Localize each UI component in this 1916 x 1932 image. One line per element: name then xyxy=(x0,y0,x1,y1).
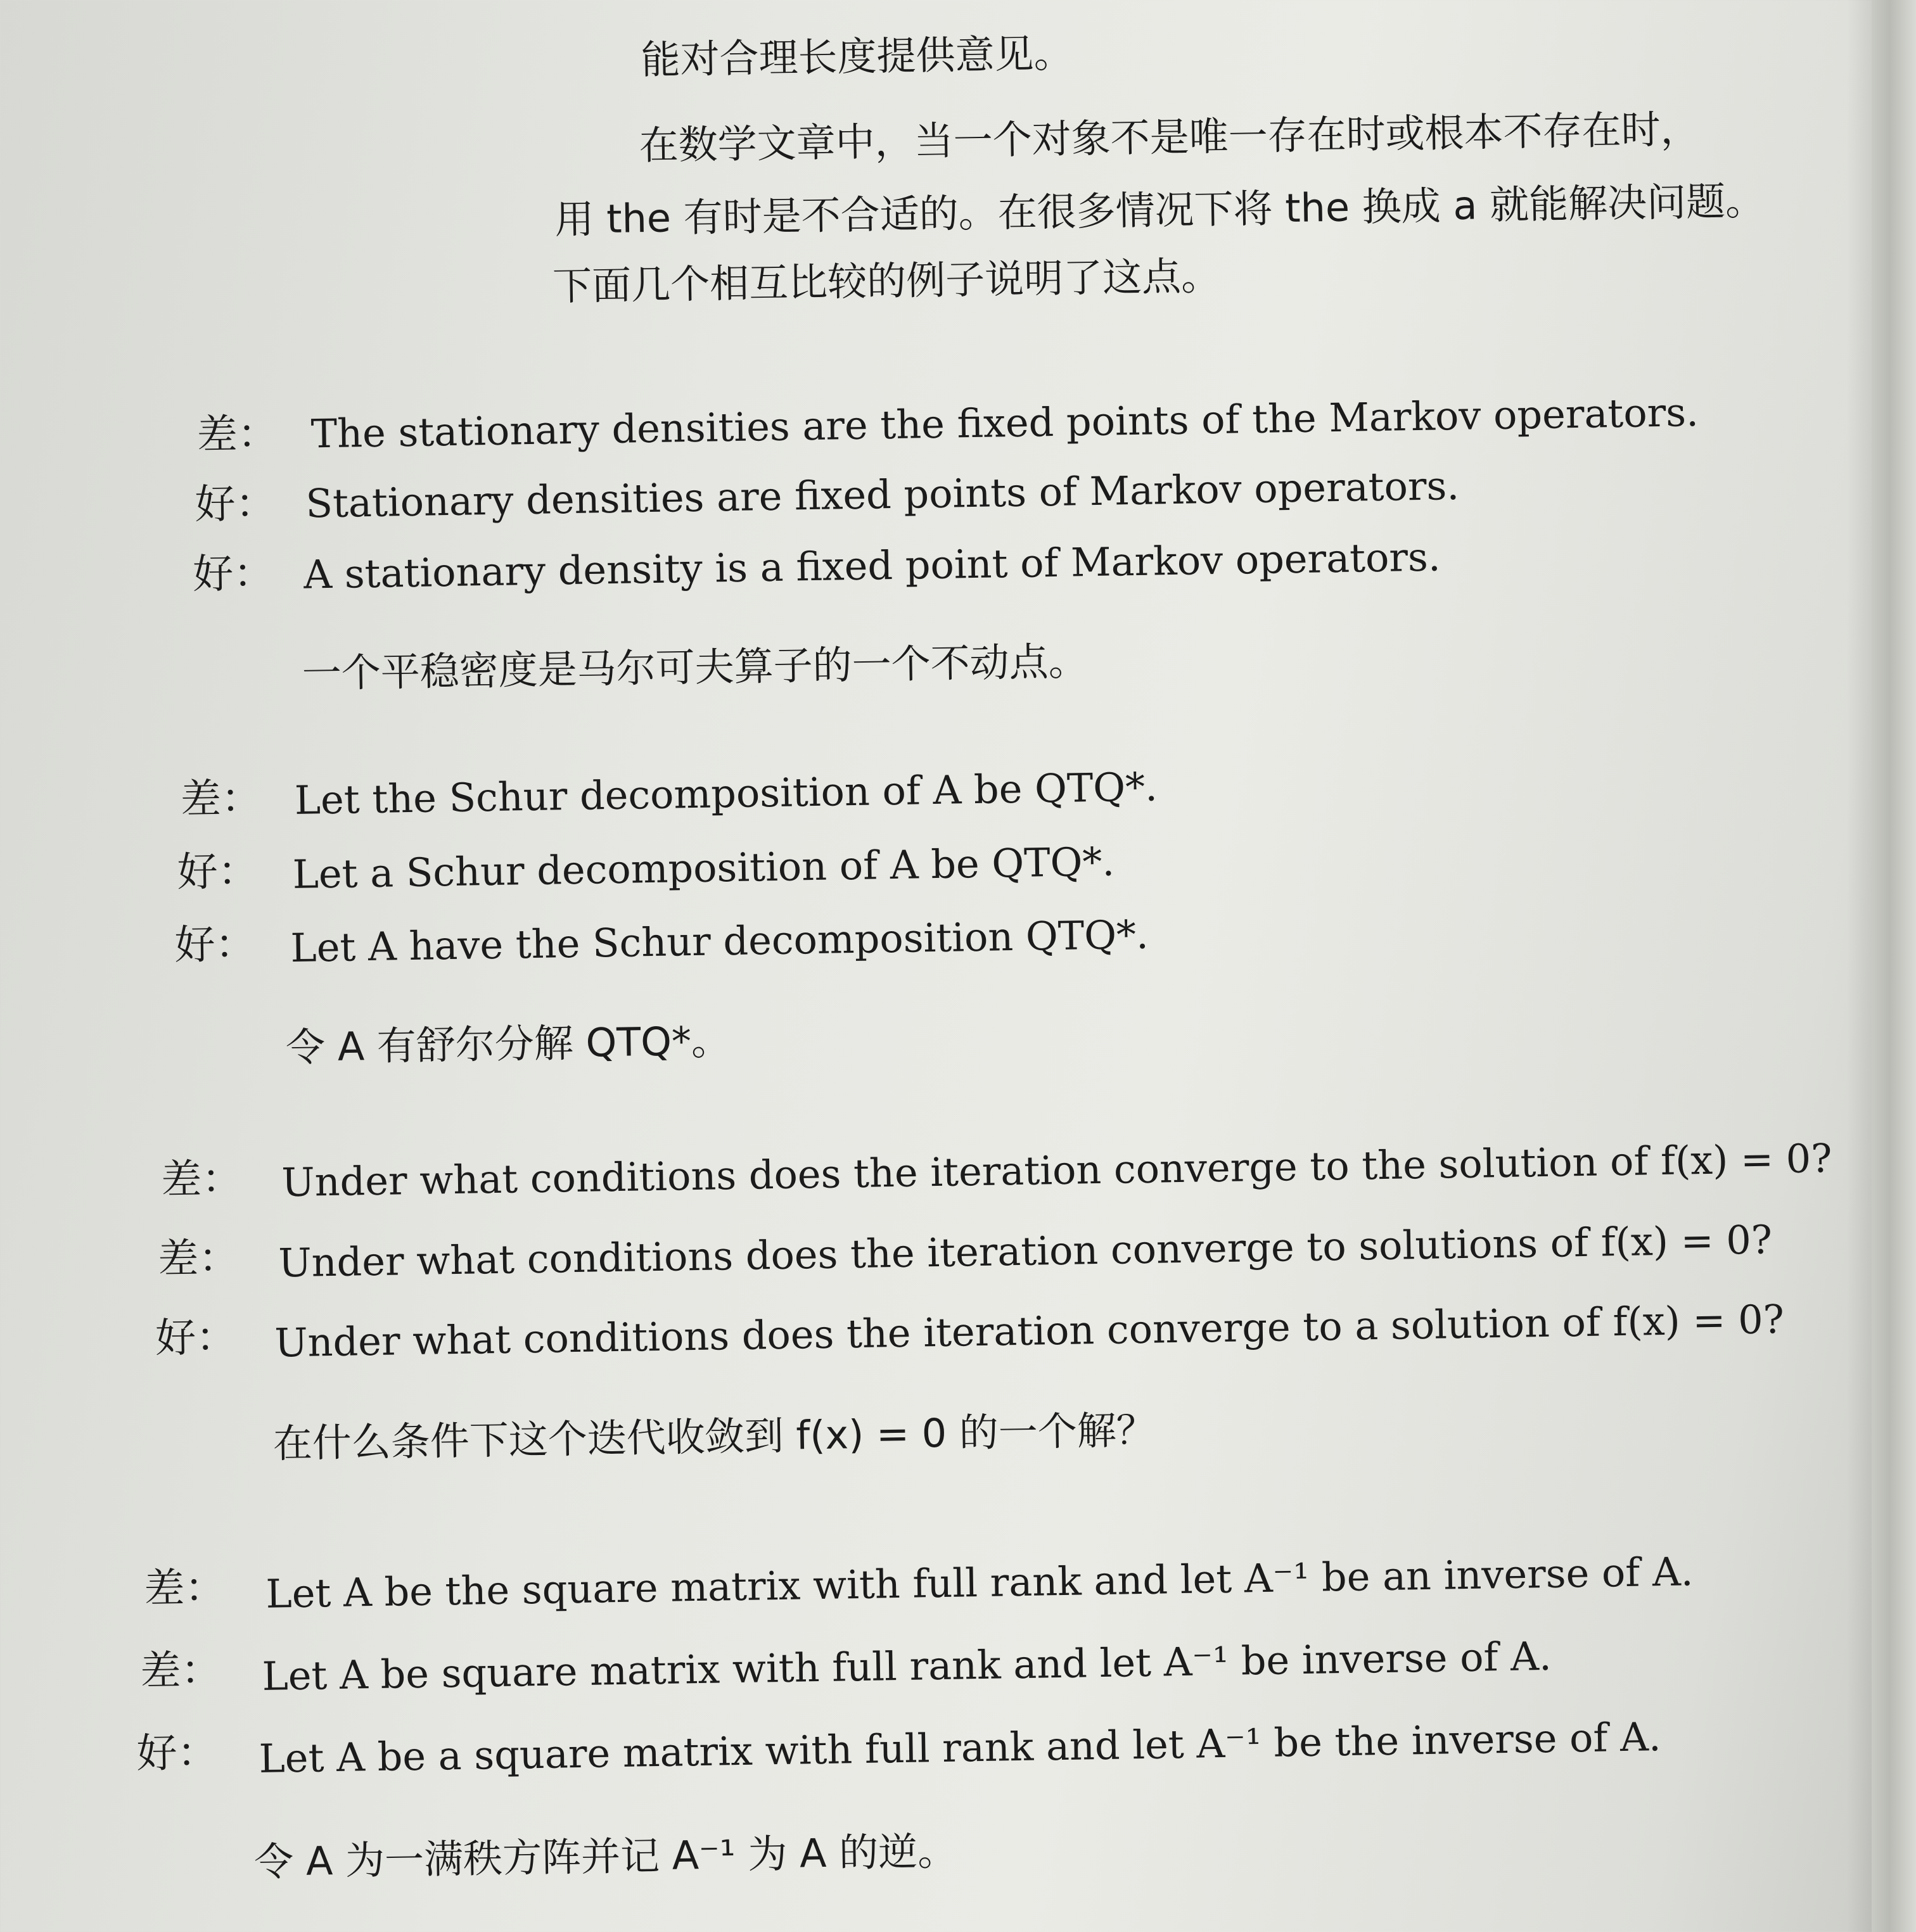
intro-line-1: 能对合理长度提供意见。 xyxy=(641,30,1074,84)
example-label: 好： xyxy=(136,1729,219,1777)
example-translation: 令 A 有舒尔分解 QTQ*。 xyxy=(285,1017,731,1071)
example-sentence: The stationary densities are the fixed points of the Markov operators. xyxy=(310,388,1699,457)
example-sentence: A stationary density is a fixed point of Markov operators. xyxy=(303,533,1441,598)
example-translation: 令 A 为一满秩方阵并记 A⁻¹ 为 A 的逆。 xyxy=(253,1827,957,1886)
example-label: 差： xyxy=(139,1646,222,1695)
example-translation: 在什么条件下这个迭代收敛到 f(x) = 0 的一个解？ xyxy=(272,1406,1156,1467)
example-label: 好： xyxy=(194,480,277,529)
example-sentence: Let A be the square matrix with full rank and let A⁻¹ be an inverse of A. xyxy=(265,1548,1694,1617)
example-sentence: Under what conditions does the iteration converge to a solution of f(x) = 0? xyxy=(274,1296,1785,1366)
intro-line-4: 下面几个相互比较的例子说明了这点。 xyxy=(552,252,1221,310)
example-sentence: Under what conditions does the iteration converge to solutions of f(x) = 0? xyxy=(278,1216,1773,1287)
example-label: 差： xyxy=(160,1155,243,1204)
example-sentence: Let A be square matrix with full rank and let A⁻¹ be inverse of A. xyxy=(262,1632,1552,1700)
example-label: 好： xyxy=(192,550,274,599)
example-translation: 一个平稳密度是马尔可夫算子的一个不动点。 xyxy=(302,638,1089,697)
example-label: 差： xyxy=(196,410,279,459)
example-label: 好： xyxy=(155,1314,237,1363)
example-label: 好： xyxy=(177,848,259,896)
example-sentence: Let A be a square matrix with full rank and let A⁻¹ be the inverse of A. xyxy=(259,1713,1662,1782)
intro-line-3: 用 the 有时是不合适的。在很多情况下将 the 换成 a 就能解决问题。 xyxy=(554,177,1765,243)
example-sentence: Let a Schur decomposition of A be QTQ*. xyxy=(292,838,1115,898)
example-label: 差： xyxy=(180,775,262,823)
example-sentence: Under what conditions does the iteration converge to the solution of f(x) = 0? xyxy=(281,1134,1832,1206)
example-label: 好： xyxy=(174,920,257,969)
example-sentence: Let the Schur decomposition of A be QTQ*. xyxy=(294,763,1158,823)
example-label: 差： xyxy=(143,1564,226,1613)
example-sentence: Stationary densities are fixed points of Markov operators. xyxy=(305,462,1460,527)
intro-line-2: 在数学文章中，当一个对象不是唯一存在时或根本不存在时， xyxy=(639,105,1701,169)
example-label: 差： xyxy=(157,1235,240,1283)
example-sentence: Let A have the Schur decomposition QTQ*. xyxy=(290,911,1149,971)
